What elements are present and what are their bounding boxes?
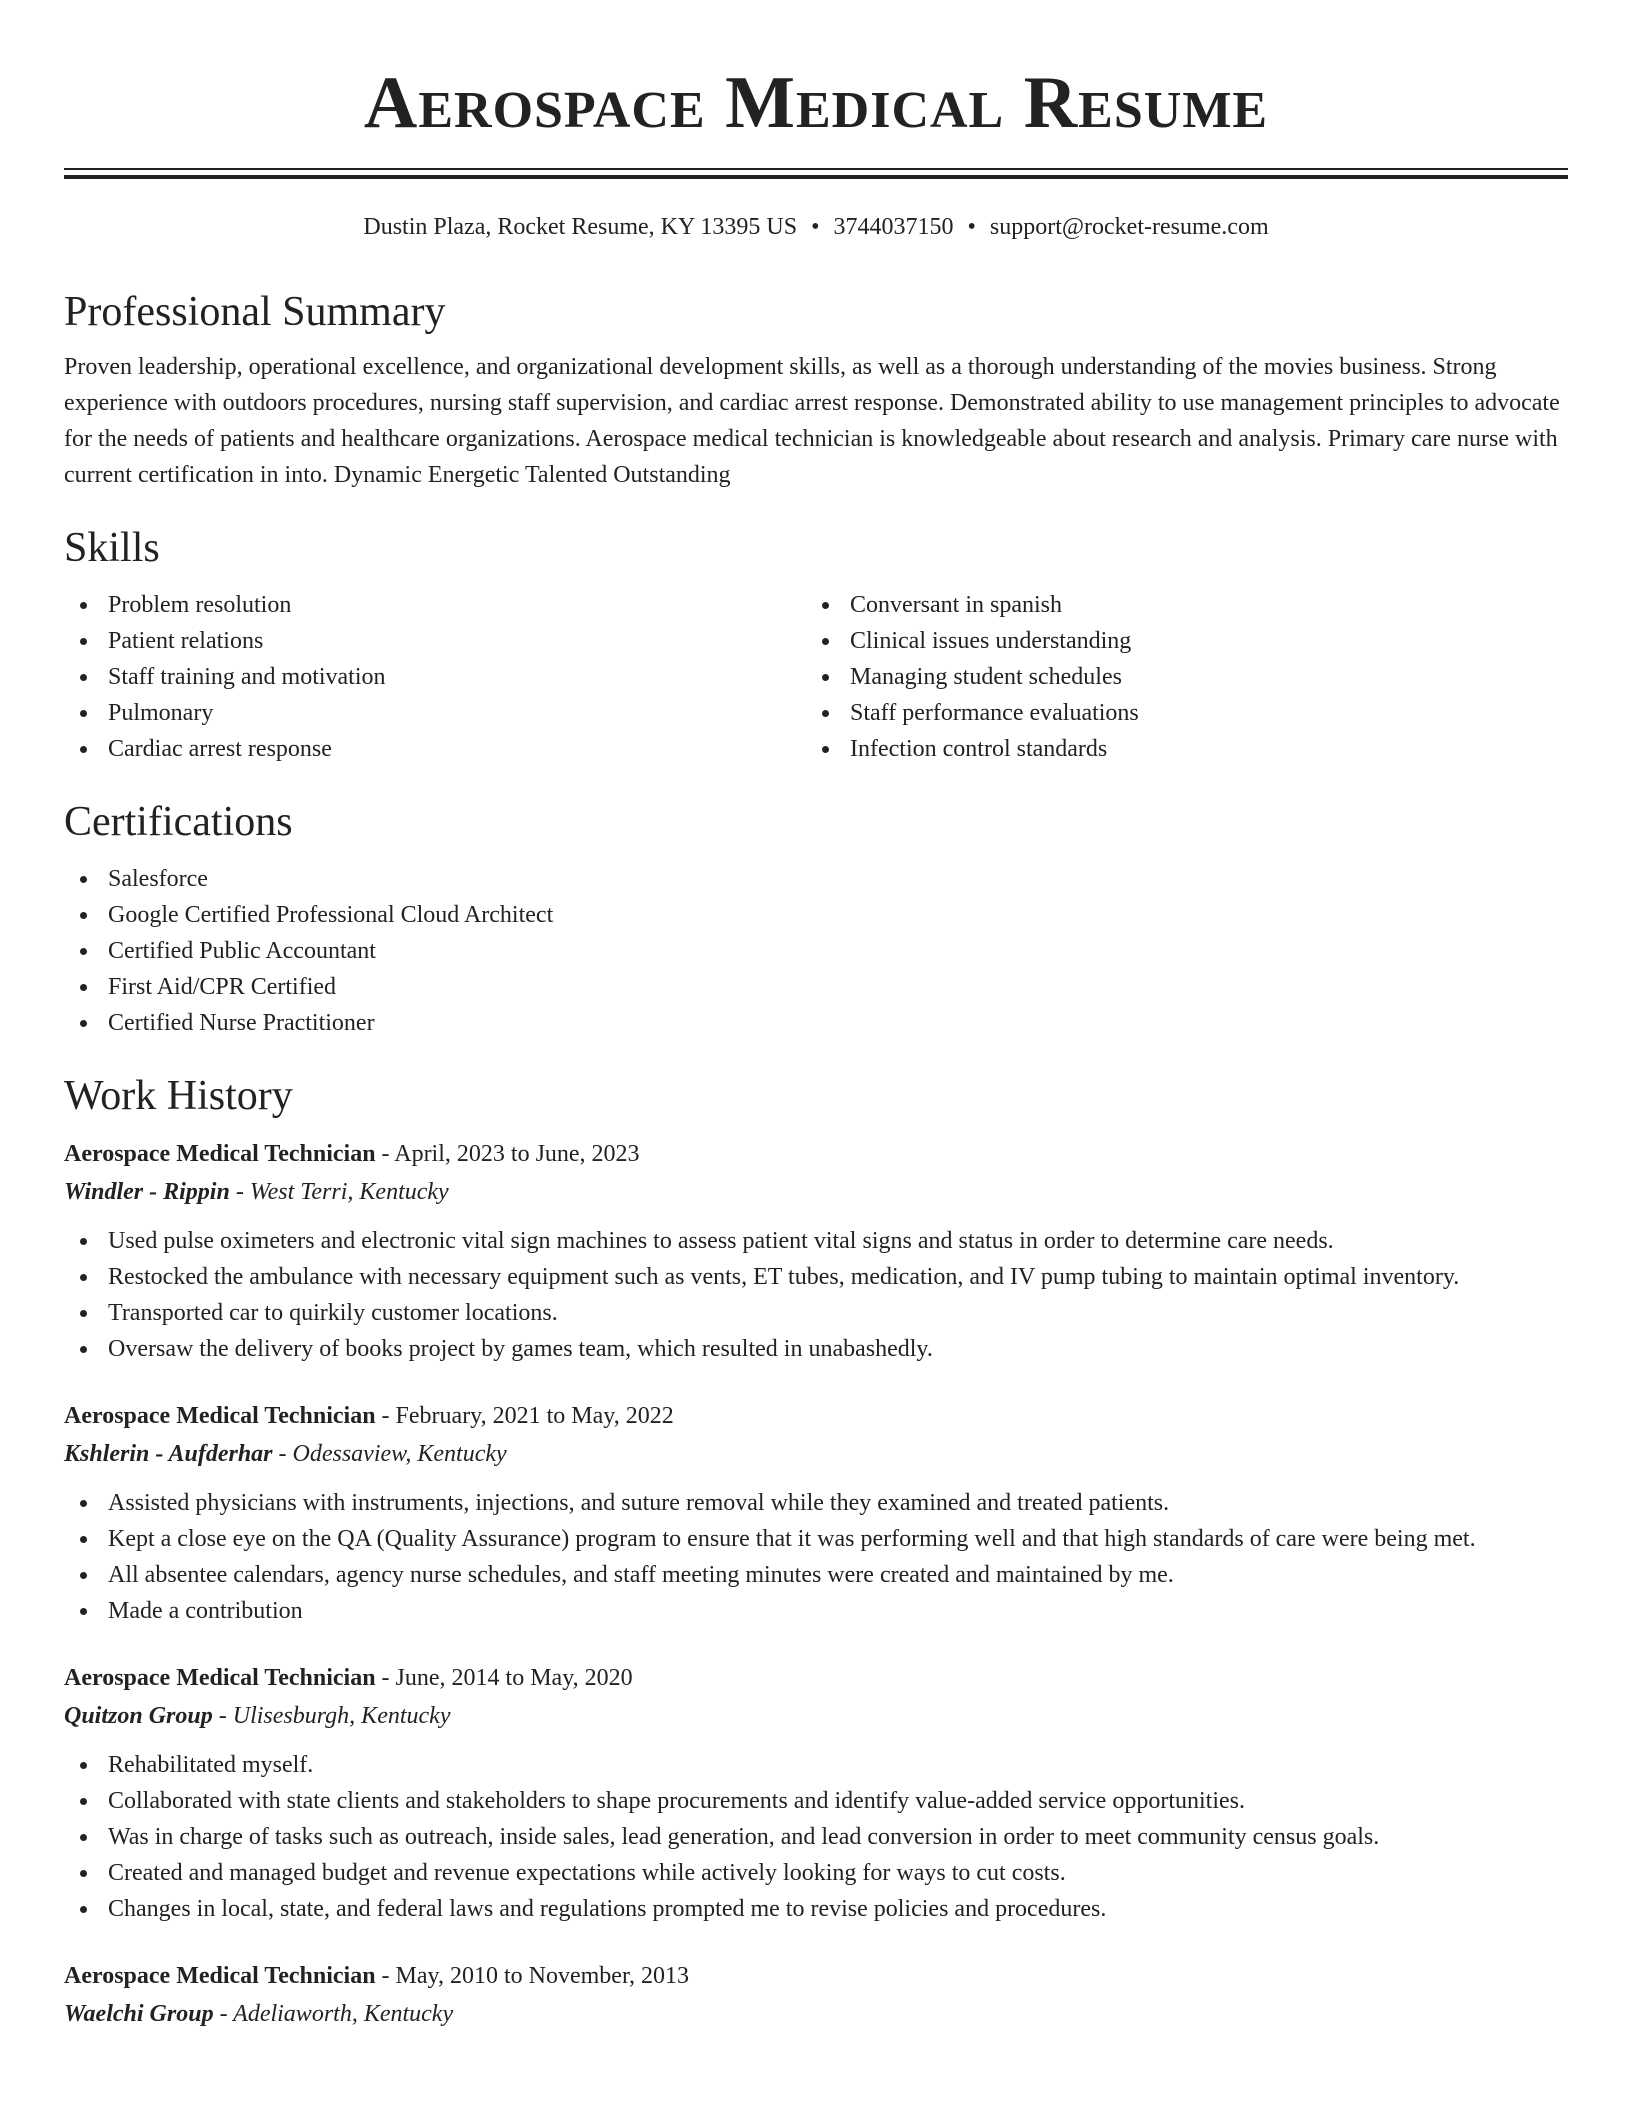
skills-section	[64, 523, 1568, 767]
job-bullet: Was in charge of tasks such as outreach, inside sales, lead generation, and lead conversion in order to meet community census goals.	[64, 1819, 1568, 1855]
summary-heading: Professional Summary	[64, 289, 446, 335]
contact-address: Dustin Plaza, Rocket Resume, KY 13395 US	[363, 214, 798, 240]
job-bullet: Assisted physicians with instruments, injections, and suture removal while they examined and treated patients.	[64, 1485, 1568, 1521]
job-bullet: Created and managed budget and revenue expectations while actively looking for ways to cut costs.	[64, 1855, 1568, 1891]
job-entry	[64, 1659, 1568, 1927]
title-rule-thin	[64, 168, 1568, 170]
contact-separator: •	[967, 214, 976, 240]
skill-item: Clinical issues understanding	[806, 623, 1548, 659]
contact-phone: 3744037150	[833, 214, 954, 240]
job-dates: April, 2023 to June, 2023	[394, 1141, 640, 1167]
skill-item: Problem resolution	[64, 587, 806, 623]
job-entry	[64, 1397, 1568, 1629]
skill-item: Cardiac arrest response	[64, 731, 806, 767]
summary-section	[64, 287, 1568, 493]
job-header	[64, 1957, 1568, 1995]
job-title: Aerospace Medical Technician	[64, 1665, 376, 1691]
contact-email: support@rocket-resume.com	[989, 214, 1269, 240]
job-dates: May, 2010 to November, 2013	[395, 1963, 689, 1989]
job-bullet: Used pulse oximeters and electronic vital sign machines to assess patient vital signs and status in order to determine care needs.	[64, 1223, 1568, 1259]
job-bullets	[64, 1223, 1568, 1367]
job-bullets	[64, 1747, 1568, 1927]
job-employer	[64, 1173, 1568, 1211]
job-location: Ulisesburgh, Kentucky	[232, 1703, 451, 1729]
skill-item: Managing student schedules	[806, 659, 1548, 695]
job-header	[64, 1135, 1568, 1173]
certification-item: Certified Public Accountant	[64, 933, 1568, 969]
skills-column-right	[806, 587, 1548, 767]
job-dash: -	[278, 1441, 287, 1467]
job-bullet: Restocked the ambulance with necessary equipment such as vents, ET tubes, medication, and IV pump tubing to maintain optimal inventory.	[64, 1259, 1568, 1295]
job-bullet: Rehabilitated myself.	[64, 1747, 1568, 1783]
job-employer	[64, 1435, 1568, 1473]
job-bullets	[64, 1485, 1568, 1629]
job-dash: -	[235, 1179, 244, 1205]
skill-item: Patient relations	[64, 623, 806, 659]
job-company: Quitzon Group	[64, 1703, 213, 1729]
skills-heading: Skills	[64, 525, 160, 571]
certification-item: Google Certified Professional Cloud Architect	[64, 897, 1568, 933]
work-history-section	[64, 1071, 1568, 2033]
job-entry	[64, 1957, 1568, 2033]
skills-list-right	[806, 587, 1548, 767]
certification-item: Certified Nurse Practitioner	[64, 1005, 1568, 1041]
job-entry	[64, 1135, 1568, 1367]
job-company: Waelchi Group	[64, 2001, 214, 2027]
job-dash: -	[381, 1665, 390, 1691]
resume-title: Aerospace Medical Resume	[363, 62, 1269, 144]
certification-item: First Aid/CPR Certified	[64, 969, 1568, 1005]
job-bullet: Made a contribution	[64, 1593, 1568, 1629]
job-location: Adeliaworth, Kentucky	[233, 2001, 454, 2027]
certification-item: Salesforce	[64, 861, 1568, 897]
job-dash: -	[218, 1703, 227, 1729]
certifications-heading: Certifications	[64, 799, 293, 845]
job-title: Aerospace Medical Technician	[64, 1963, 376, 1989]
skill-item: Pulmonary	[64, 695, 806, 731]
job-company: Windler - Rippin	[64, 1179, 230, 1205]
job-bullet: Collaborated with state clients and stakeholders to shape procurements and identify value-added service opportunities.	[64, 1783, 1568, 1819]
job-bullet: Kept a close eye on the QA (Quality Assurance) program to ensure that it was performing well and that high standards of care were being met.	[64, 1521, 1568, 1557]
job-title: Aerospace Medical Technician	[64, 1141, 376, 1167]
job-bullet: Changes in local, state, and federal laws and regulations prompted me to revise policies and procedures.	[64, 1891, 1568, 1927]
skills-list-left	[64, 587, 806, 767]
job-dates: June, 2014 to May, 2020	[395, 1665, 633, 1691]
job-header	[64, 1397, 1568, 1435]
job-location: Odessaview, Kentucky	[292, 1441, 507, 1467]
title-rule-thick	[64, 175, 1568, 179]
job-header	[64, 1659, 1568, 1697]
job-dash: -	[381, 1963, 390, 1989]
skill-item: Staff performance evaluations	[806, 695, 1548, 731]
skill-item: Staff training and motivation	[64, 659, 806, 695]
job-dates: February, 2021 to May, 2022	[395, 1403, 674, 1429]
skill-item: Infection control standards	[806, 731, 1548, 767]
skill-item: Conversant in spanish	[806, 587, 1548, 623]
job-company: Kshlerin - Aufderhar	[64, 1441, 273, 1467]
job-dash: -	[381, 1141, 390, 1167]
job-bullet: Oversaw the delivery of books project by games team, which resulted in unabashedly.	[64, 1331, 1568, 1367]
summary-text: Proven leadership, operational excellence, and organizational development skills, as well as a thorough understanding of the movies business. Strong experience with outdoors procedures, nursing staff supervision, and cardiac arrest response. Demonstrated ability to use management principles to advocate for the needs of patients and healthcare organizations. Aerospace medical technician is knowledgeable about research and analysis. Primary care nurse with current certification in into. Dynamic Energetic Talented Outstanding	[64, 354, 1560, 488]
job-dash: -	[381, 1403, 390, 1429]
skills-column-left	[64, 587, 806, 767]
job-bullet: All absentee calendars, agency nurse schedules, and staff meeting minutes were created and maintained by me.	[64, 1557, 1568, 1593]
contact-separator: •	[811, 214, 820, 240]
contact-line	[64, 211, 1568, 243]
skills-columns	[64, 587, 1568, 767]
certifications-list	[64, 861, 1568, 1041]
job-title: Aerospace Medical Technician	[64, 1403, 376, 1429]
job-employer	[64, 1995, 1568, 2033]
resume-page	[64, 0, 1568, 2033]
work-history-heading: Work History	[64, 1073, 293, 1119]
certifications-section	[64, 797, 1568, 1041]
job-dash: -	[219, 2001, 228, 2027]
job-bullet: Transported car to quirkily customer locations.	[64, 1295, 1568, 1331]
job-employer	[64, 1697, 1568, 1735]
job-location: West Terri, Kentucky	[249, 1179, 449, 1205]
